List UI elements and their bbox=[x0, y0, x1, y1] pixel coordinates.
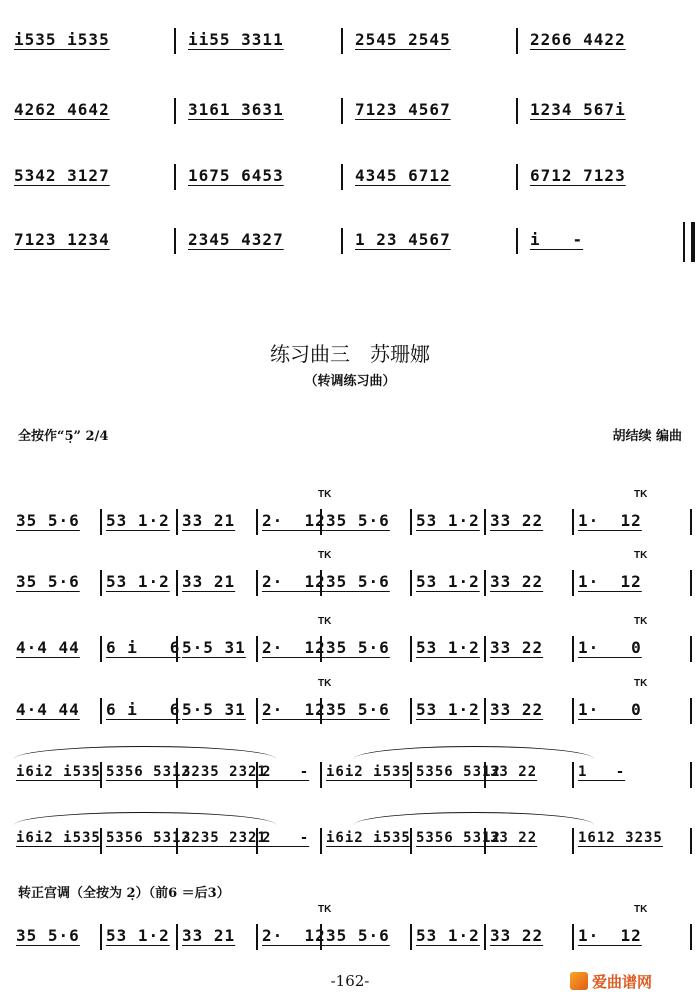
barline bbox=[690, 636, 692, 662]
measure: 53 1·2 bbox=[106, 511, 170, 530]
measure: 33 22 bbox=[490, 572, 544, 591]
barline bbox=[410, 570, 412, 596]
barline bbox=[484, 636, 486, 662]
measure: 3235 2321 bbox=[182, 830, 267, 846]
barline bbox=[100, 762, 102, 788]
barline bbox=[572, 828, 574, 854]
barline bbox=[174, 164, 176, 190]
measure: 5342 3127 bbox=[14, 166, 110, 185]
notation-line bbox=[0, 22, 700, 62]
measure: i6i2 i535 bbox=[326, 830, 411, 846]
measure: 2 - bbox=[262, 830, 310, 846]
measure: 53 1·2 bbox=[106, 926, 170, 945]
measure: i6i2 i535 bbox=[326, 764, 411, 780]
tonguing-mark: TK bbox=[318, 904, 332, 915]
barline bbox=[690, 570, 692, 596]
notation-line bbox=[0, 616, 700, 670]
final-barline bbox=[683, 222, 695, 262]
barline bbox=[256, 636, 258, 662]
measure: 1612 3235 bbox=[578, 830, 663, 846]
tonguing-mark: TK bbox=[318, 616, 332, 627]
notation-line bbox=[0, 550, 700, 604]
measure: 2266 4422 bbox=[530, 30, 626, 49]
barline bbox=[572, 762, 574, 788]
measure: 53 1·2 bbox=[416, 926, 480, 945]
measure: 35 5·6 bbox=[326, 926, 390, 945]
barline bbox=[341, 98, 343, 124]
measure: 1 23 4567 bbox=[355, 230, 451, 249]
measure: 1· 12 bbox=[578, 572, 642, 591]
tonguing-mark: TK bbox=[318, 489, 332, 500]
barline bbox=[410, 762, 412, 788]
barline bbox=[410, 698, 412, 724]
measure: 5356 5312 bbox=[416, 764, 501, 780]
measure: 33 21 bbox=[182, 572, 236, 591]
measure: 35 5·6 bbox=[326, 572, 390, 591]
barline bbox=[256, 924, 258, 950]
barline bbox=[341, 28, 343, 54]
barline bbox=[516, 228, 518, 254]
measure: 2· 12 bbox=[262, 638, 326, 657]
barline bbox=[484, 924, 486, 950]
notation-line bbox=[0, 678, 700, 732]
barline bbox=[256, 762, 258, 788]
barline bbox=[484, 828, 486, 854]
measure: i6i2 i535 bbox=[16, 764, 101, 780]
barline bbox=[176, 570, 178, 596]
measure: 33 22 bbox=[490, 511, 544, 530]
barline bbox=[484, 509, 486, 535]
logo-text: 爱曲谱网 bbox=[592, 972, 653, 991]
tonguing-mark: TK bbox=[318, 550, 332, 561]
measure: 5356 5312 bbox=[106, 830, 191, 846]
barline bbox=[410, 636, 412, 662]
measure: 2· 12 bbox=[262, 926, 326, 945]
measure: 53 1·2 bbox=[416, 572, 480, 591]
barline bbox=[174, 98, 176, 124]
measure: 1· 12 bbox=[578, 926, 642, 945]
barline bbox=[256, 698, 258, 724]
measure: 53 1·2 bbox=[416, 700, 480, 719]
notation-line bbox=[0, 158, 700, 198]
measure: 1675 6453 bbox=[188, 166, 284, 185]
fingering-time-signature: 全按作“5̣” 2/4 bbox=[18, 429, 109, 444]
barline bbox=[410, 509, 412, 535]
barline bbox=[484, 762, 486, 788]
measure: 2· 12 bbox=[262, 700, 326, 719]
measure: 33 21 bbox=[182, 511, 236, 530]
measure: 5356 5312 bbox=[106, 764, 191, 780]
tonguing-mark: TK bbox=[634, 550, 648, 561]
notation-line bbox=[0, 904, 700, 958]
piece-title: 练习曲三 苏珊娜 bbox=[270, 342, 430, 366]
barline bbox=[100, 636, 102, 662]
measure: 4262 4642 bbox=[14, 100, 110, 119]
barline bbox=[484, 698, 486, 724]
barline bbox=[176, 924, 178, 950]
barline bbox=[320, 828, 322, 854]
barline bbox=[410, 924, 412, 950]
barline bbox=[341, 228, 343, 254]
barline bbox=[516, 164, 518, 190]
barline bbox=[100, 924, 102, 950]
measure: 4345 6712 bbox=[355, 166, 451, 185]
measure: 33 21 bbox=[182, 926, 236, 945]
barline bbox=[320, 636, 322, 662]
barline bbox=[320, 762, 322, 788]
notation-line bbox=[0, 822, 700, 862]
arranger-credit: 胡结续 编曲 bbox=[612, 429, 682, 444]
barline bbox=[320, 924, 322, 950]
barline bbox=[572, 636, 574, 662]
notation-line bbox=[0, 222, 700, 262]
modulation-note: 转正宫调（全按为 2̣）（前6 ＝后3） bbox=[18, 886, 230, 901]
measure: 2· 12 bbox=[262, 511, 326, 530]
measure: ii55 3311 bbox=[188, 30, 284, 49]
measure: 2 - bbox=[262, 764, 310, 780]
measure: 5·5 31 bbox=[182, 700, 246, 719]
measure: 5·5 31 bbox=[182, 638, 246, 657]
measure: 1· 12 bbox=[578, 511, 642, 530]
measure: 2345 4327 bbox=[188, 230, 284, 249]
measure: 4·4 44 bbox=[16, 638, 80, 657]
barline bbox=[320, 698, 322, 724]
barline bbox=[690, 828, 692, 854]
barline bbox=[572, 509, 574, 535]
measure: 53 1·2 bbox=[416, 511, 480, 530]
measure: 3161 3631 bbox=[188, 100, 284, 119]
barline bbox=[341, 164, 343, 190]
measure: 33 22 bbox=[490, 700, 544, 719]
barline bbox=[256, 570, 258, 596]
barline bbox=[100, 570, 102, 596]
barline bbox=[174, 228, 176, 254]
barline bbox=[176, 762, 178, 788]
measure: 1 - bbox=[578, 764, 626, 780]
measure: 1· 0 bbox=[578, 638, 642, 657]
measure: 33 22 bbox=[490, 830, 538, 846]
measure: 6712 7123 bbox=[530, 166, 626, 185]
measure: 6 i 6 bbox=[106, 638, 181, 657]
barline bbox=[690, 509, 692, 535]
measure: i - bbox=[530, 230, 584, 249]
piece-subtitle: （转调练习曲） bbox=[304, 374, 396, 389]
measure: 7123 1234 bbox=[14, 230, 110, 249]
barline bbox=[572, 570, 574, 596]
measure: 35 5·6 bbox=[326, 511, 390, 530]
measure: 35 5·6 bbox=[326, 700, 390, 719]
barline bbox=[176, 636, 178, 662]
measure: i535 i535 bbox=[14, 30, 110, 49]
barline bbox=[176, 509, 178, 535]
barline bbox=[410, 828, 412, 854]
barline bbox=[690, 698, 692, 724]
barline bbox=[256, 828, 258, 854]
barline bbox=[176, 698, 178, 724]
measure: 2545 2545 bbox=[355, 30, 451, 49]
barline bbox=[516, 28, 518, 54]
phrase-slur bbox=[14, 812, 276, 825]
measure: 2· 12 bbox=[262, 572, 326, 591]
measure: 33 22 bbox=[490, 926, 544, 945]
barline bbox=[572, 698, 574, 724]
phrase-slur bbox=[354, 746, 594, 759]
measure: 35 5·6 bbox=[16, 511, 80, 530]
measure: 33 22 bbox=[490, 638, 544, 657]
barline bbox=[320, 570, 322, 596]
barline bbox=[100, 828, 102, 854]
phrase-slur bbox=[14, 746, 276, 759]
tonguing-mark: TK bbox=[318, 678, 332, 689]
measure: 53 1·2 bbox=[106, 572, 170, 591]
barline bbox=[256, 509, 258, 535]
measure: 33 22 bbox=[490, 764, 538, 780]
measure: 35 5·6 bbox=[16, 572, 80, 591]
notation-line bbox=[0, 756, 700, 796]
tonguing-mark: TK bbox=[634, 489, 648, 500]
barline bbox=[100, 698, 102, 724]
measure: 53 1·2 bbox=[416, 638, 480, 657]
measure: 4·4 44 bbox=[16, 700, 80, 719]
logo-icon bbox=[570, 972, 588, 990]
tonguing-mark: TK bbox=[634, 904, 648, 915]
barline bbox=[690, 924, 692, 950]
measure: 35 5·6 bbox=[16, 926, 80, 945]
measure: 7123 4567 bbox=[355, 100, 451, 119]
barline bbox=[484, 570, 486, 596]
notation-line bbox=[0, 92, 700, 132]
site-logo bbox=[570, 970, 694, 992]
barline bbox=[516, 98, 518, 124]
barline bbox=[174, 28, 176, 54]
measure: 3235 2321 bbox=[182, 764, 267, 780]
notation-line bbox=[0, 489, 700, 543]
barline bbox=[100, 509, 102, 535]
tonguing-mark: TK bbox=[634, 678, 648, 689]
barline bbox=[320, 509, 322, 535]
measure: 6 i 6 bbox=[106, 700, 181, 719]
measure: 35 5·6 bbox=[326, 638, 390, 657]
barline bbox=[572, 924, 574, 950]
measure: 1· 0 bbox=[578, 700, 642, 719]
measure: i6i2 i535 bbox=[16, 830, 101, 846]
tonguing-mark: TK bbox=[634, 616, 648, 627]
barline bbox=[690, 762, 692, 788]
measure: 1234 567i bbox=[530, 100, 626, 119]
measure: 5356 5312 bbox=[416, 830, 501, 846]
page-number: -162- bbox=[330, 972, 370, 990]
barline bbox=[176, 828, 178, 854]
phrase-slur bbox=[354, 812, 594, 825]
